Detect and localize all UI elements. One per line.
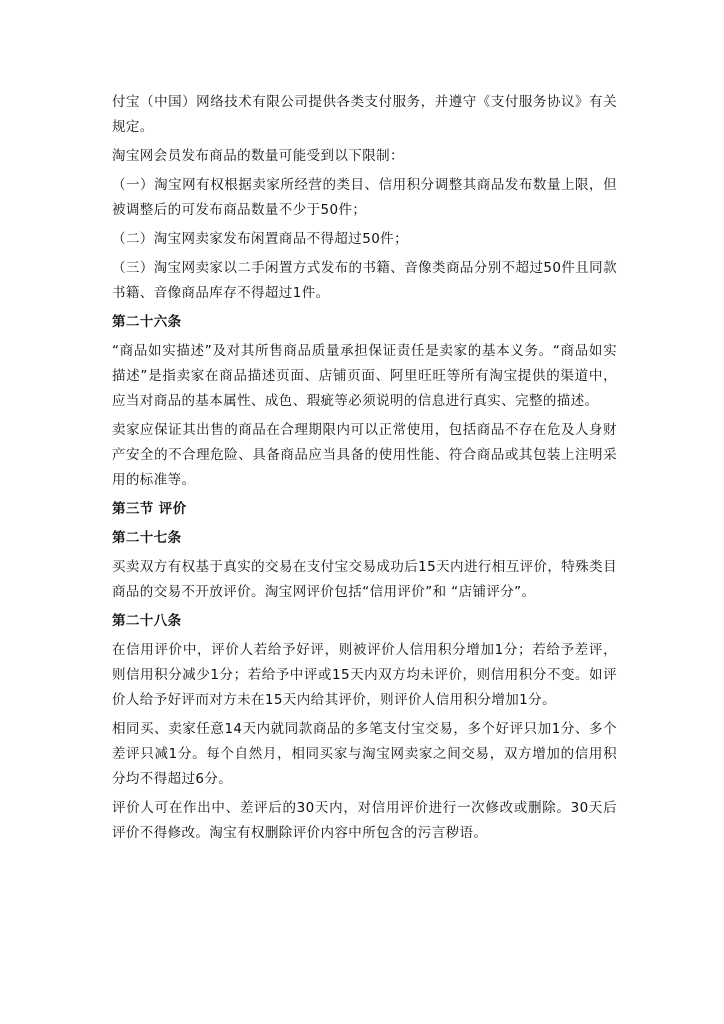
paragraph: 付宝（中国）网络技术有限公司提供各类支付服务，并遵守《支付服务协议》有关规定。	[112, 94, 617, 135]
paragraph: （一）淘宝网有权根据卖家所经营的类目、信用积分调整其商品发布数量上限，但被调整后的可发布商品数量不少于50件；	[112, 177, 617, 218]
paragraph: “商品如实描述”及对其所售商品质量承担保证责任是卖家的基本义务。“商品如实描述”是指卖家在商品描述页面、店铺页面、阿里旺旺等所有淘宝提供的渠道中，应当对商品的基本属性、成色、瑕疵等必须说明的信息进行真实、完整的描述。	[112, 343, 617, 409]
article-heading: 第二十八条	[112, 613, 182, 629]
article-heading: 第二十七条	[112, 530, 182, 546]
paragraph: 卖家应保证其出售的商品在合理期限内可以正常使用，包括商品不存在危及人身财产安全的不合理危险、具备商品应当具备的使用性能、符合商品或其包装上注明采用的标准等。	[112, 422, 617, 488]
paragraph: 相同买、卖家任意14天内就同款商品的多笔支付宝交易，多个好评只加1分、多个差评只减1分。每个自然月，相同买家与淘宝网卖家之间交易，双方增加的信用积分均不得超过6分。	[112, 721, 617, 787]
paragraph: （三）淘宝网卖家以二手闲置方式发布的书籍、音像类商品分别不超过50件且同款书籍、音像商品库存不得超过1件。	[112, 260, 617, 301]
section-heading: 第三节 评价	[112, 501, 187, 517]
paragraph: 淘宝网会员发布商品的数量可能受到以下限制：	[112, 148, 404, 164]
paragraph: 买卖双方有权基于真实的交易在支付宝交易成功后15天内进行相互评价，特殊类目商品的交易不开放评价。淘宝网评价包括“信用评价”和 “店铺评分”。	[112, 559, 617, 600]
document-page	[112, 90, 617, 850]
article-heading: 第二十六条	[112, 314, 182, 330]
paragraph: 在信用评价中，评价人若给予好评，则被评价人信用积分增加1分；若给予差评，则信用积分减少1分；若给予中评或15天内双方均未评价，则信用积分不变。如评价人给予好评而对方未在15天内给其评价，则评价人信用积分增加1分。	[112, 642, 617, 708]
paragraph: （二）淘宝网卖家发布闲置商品不得超过50件；	[112, 231, 408, 247]
paragraph: 评价人可在作出中、差评后的30天内，对信用评价进行一次修改或删除。30天后评价不得修改。淘宝有权删除评价内容中所包含的污言秽语。	[112, 800, 617, 841]
